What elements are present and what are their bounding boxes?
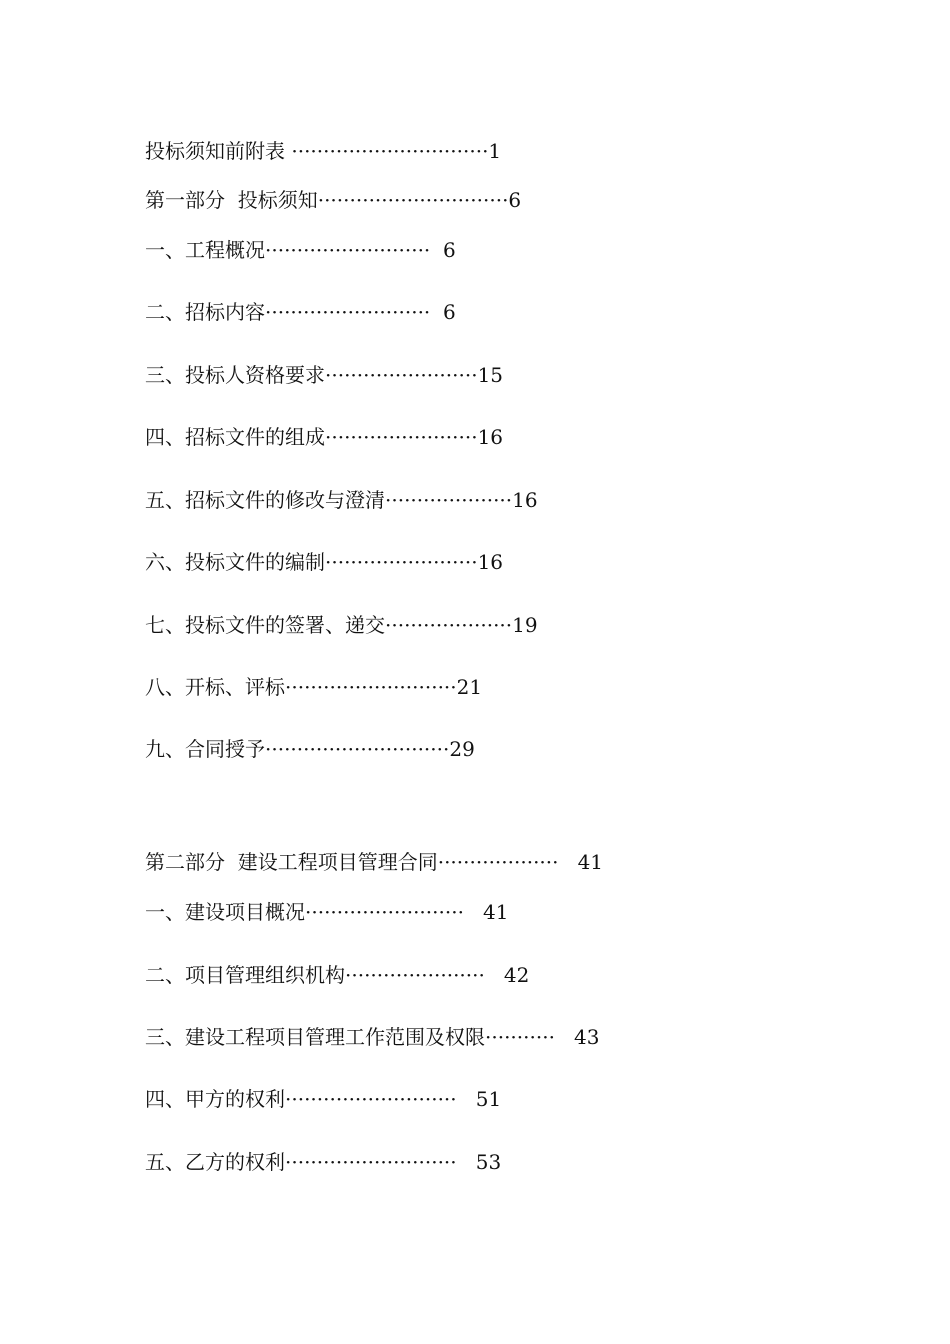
toc-entry-2-2: 二、项目管理组织机构······················ 42 [145, 963, 530, 987]
toc-entry-1-1: 一、工程概况·························· 6 [145, 238, 456, 262]
toc-entry-1-6: 六、投标文件的编制························16 [145, 550, 504, 574]
toc-entry-part-two: 第二部分 建设工程项目管理合同··················· 41 [145, 850, 604, 874]
toc-entry-2-1: 一、建设项目概况························· 41 [145, 900, 509, 924]
toc-entry-1-8: 八、开标、评标···························21 [145, 675, 483, 699]
toc-entry-2-3: 三、建设工程项目管理工作范围及权限··········· 43 [145, 1025, 600, 1049]
toc-entry-1-4: 四、招标文件的组成························16 [145, 425, 504, 449]
toc-entry-1-7: 七、投标文件的签署、递交····················19 [145, 613, 538, 637]
toc-entry-2-4: 四、甲方的权利··························· 51 [145, 1087, 502, 1111]
toc-entry-1-5: 五、招标文件的修改与澄清····················16 [145, 488, 538, 512]
toc-entry-2-5: 五、乙方的权利··························· 53 [145, 1150, 502, 1174]
toc-entry-1-2: 二、招标内容·························· 6 [145, 300, 456, 324]
toc-entry-1-9: 九、合同授予·····························29 [145, 737, 475, 761]
toc-entry-bid-notice-table: 投标须知前附表 ·······························1 [145, 139, 502, 163]
toc-entry-1-3: 三、投标人资格要求························15 [145, 363, 504, 387]
toc-entry-part-one: 第一部分 投标须知······························6 [145, 188, 522, 212]
